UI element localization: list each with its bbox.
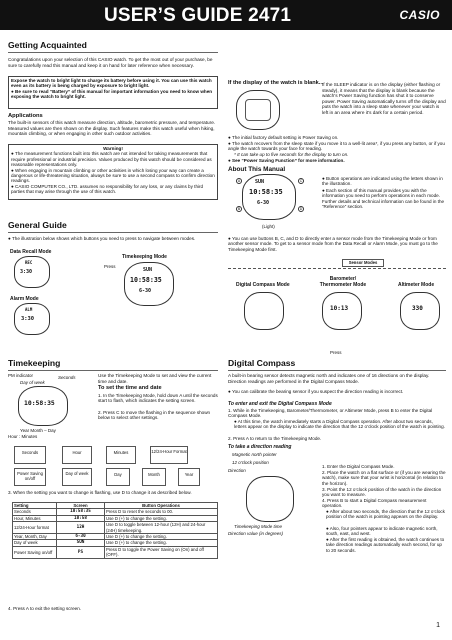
year-month-day-label: Year Month – Day	[20, 428, 56, 433]
sleep-watch-illustration	[236, 90, 280, 130]
press-label: Press	[104, 264, 116, 269]
seq-day: Day	[106, 468, 130, 486]
sensor-bracket	[228, 268, 446, 269]
operation-cell: Use D to toggle between 12-hour (12H) and 24-hour (24H) timekeeping.	[105, 522, 218, 534]
compass-heading: Digital Compass	[228, 358, 296, 368]
compass-intro: A built-in bearing sensor detects magnetic north and indicates one of 16 directions on the display. Direction readings are performed in the Digital Compass Mode.	[228, 373, 430, 384]
press-label: Press	[330, 350, 342, 355]
warning-item: ● CASIO COMPUTER CO., LTD. assumes no responsibility for any loss, or any claims by third parties that may arise through the use of this watch.	[11, 183, 204, 195]
col-screen: Screen	[57, 503, 105, 509]
compass-watch	[244, 292, 284, 330]
divider	[8, 52, 218, 53]
setting-cell: 12/24-Hour format	[13, 522, 57, 534]
date-display: 6-30	[139, 288, 152, 294]
barometer-value: 10:13	[330, 305, 349, 312]
operation-cell: Press D to reset the seconds to 00.	[105, 509, 218, 515]
applications-heading: Applications	[8, 113, 43, 119]
data-recall-label: Data Recall Mode	[10, 249, 52, 255]
altitude-value: 330	[412, 305, 423, 312]
page-number: 1	[436, 622, 440, 629]
step: 1. While in the Timekeeping, Barometer/Thermometer, or Altimeter Mode, press B to enter the Digital Compass Mode.	[228, 408, 433, 419]
general-heading: General Guide	[8, 220, 67, 230]
operation-cell: Use D (+) to change the setting.	[105, 540, 218, 546]
blank-bullet: ● The watch recovers from the sleep state if you move it to a well-lit area*, if you press any button, or if you angle the watch towards your face for reading.	[228, 141, 445, 152]
warning-item: ● When engaging in mountain climbing or other activities in which losing your way can create a dangerous or life-threatening situation, always be sure to use a second compass to confirm direction readings.	[11, 167, 215, 184]
compass-diagram-watch	[246, 476, 294, 522]
screen-cell: 6-30	[57, 534, 105, 540]
seq-power-saving: Power Saving on/off	[14, 468, 46, 486]
timekeeping-intro: Use the Timekeeping Mode to set and view the current time and date.	[98, 373, 212, 384]
alarm-mode-label: Alarm Mode	[10, 296, 39, 302]
step: 3. When the setting you want to change is flashing, use D to change it as described below.	[8, 490, 192, 495]
warning-item: ● The measurement functions built into this watch are not intended for taking measurements that require professional or industrial precision. Values produced by this watch should be considered as reasonable representations only.	[11, 151, 212, 168]
set-time-heading: To set the time and date	[98, 385, 162, 391]
time-display: 10:58:35	[24, 399, 55, 407]
about-bullet: ● Each section of this manual provides you with the information you need to perform operations in each mode. Further details and technical information can be found in the “Reference” section.	[322, 188, 445, 210]
step: 2. Press C to move the flashing in the sequence shown below to select other settings.	[98, 410, 211, 421]
compass-mode-label: Digital Compass Mode	[236, 282, 290, 288]
divider	[228, 370, 446, 371]
enter-exit-heading: To enter and exit the Digital Compass Mode	[228, 401, 332, 407]
direction-reading-heading: To take a direction reading	[228, 444, 292, 450]
alarm-watch	[14, 303, 50, 335]
barometer-mode-label: Barometer/ Thermometer Mode	[319, 276, 367, 288]
step-note: ● At this time, the watch immediately starts a Digital Compass operation. After about two seconds, letters appear on the display to indicate the direction that the 12 o’clock position of the watch is pointing.	[234, 419, 445, 430]
sensor-modes-label: Sensor Modes	[342, 259, 384, 267]
screen-cell: 10:58:35	[57, 509, 105, 515]
alm-display: ALM	[25, 307, 33, 312]
button-d[interactable]: D	[299, 207, 303, 211]
compass-bullet: ● You can calibrate the bearing sensor if you suspect the direction reading is incorrect.	[228, 389, 404, 394]
setting-cell: Hour, Minutes	[13, 515, 57, 521]
screen-cell: SUN	[57, 540, 105, 546]
timekeeping-mode-label: Timekeeping Mode	[122, 254, 167, 260]
brand-logo: CASIO	[399, 8, 440, 22]
col-operations: Button Operations	[105, 503, 218, 509]
table-row	[13, 546, 218, 558]
setting-cell: Year, Month, Day	[13, 534, 57, 540]
step-note: ● After the first reading is obtained, the watch continues to take direction readings automatically each second, for up to 20 seconds.	[326, 537, 445, 553]
settings-table	[12, 502, 218, 559]
button-c[interactable]: C	[299, 179, 303, 183]
operation-cell: Press D to toggle the Power Saving on (On) and off (OFF).	[105, 546, 218, 558]
day-display: SUN	[255, 179, 265, 185]
button-b[interactable]: B	[237, 207, 241, 211]
setting-cell: Power Saving on/off	[13, 546, 57, 558]
sensor-note: ● You can use buttons B, C, and D to directly enter a sensor mode from the Timekeeping Mode or from another sensor mode. To get to a sensor mode from the Data Recall or Alarm Mode, you must go to the Timekeeping Mode first.	[228, 236, 438, 252]
screen-cell: 12H	[57, 522, 105, 534]
step: 1. In the Timekeeping Mode, hold down A until the seconds start to flash, which indicates the setting screen.	[98, 393, 218, 404]
blank-text: If the SLEEP indicator is on the display (either flashing or steady), it means that the display is blank because the watch’s Power Saving function has shut it to conserve power. Power Saving automatically turns off the display and puts the watch into a sleep state whenever your watch is left in an area where it’s dark for a certain period.	[322, 82, 446, 115]
applications-text: The built-in sensors of this watch measure direction, altitude, barometric pressure, and temperature. Measured values are then shown on the display. Such features make this watch useful when hiking, mountain climbing, or when engaging in other such outdoor activities.	[8, 120, 216, 137]
battery-notice-text: ● Be sure to read “Battery” of this manual for important information you need to know when exposing the watch to bright light.	[11, 88, 213, 100]
operation-cell: Use D (+) to change the setting.	[105, 515, 218, 521]
seq-seconds: Seconds	[14, 446, 46, 464]
step: 4. Press B to start a Digital Compass measurement operation.	[322, 498, 427, 509]
setting-cell: Day of week	[13, 540, 57, 546]
blank-note: * It can take up to five seconds for the display to turn on.	[234, 152, 349, 157]
screen-cell: PS	[57, 546, 105, 558]
hour-minutes-label: Hour : Minutes	[8, 434, 38, 439]
step-note: ● Also, four pointers appear to indicate magnetic north, south, east, and west.	[326, 526, 438, 537]
timekeeping-heading: Timekeeping	[8, 358, 61, 368]
time-display: 10:58:35	[130, 276, 162, 284]
seconds-label: Seconds	[58, 375, 76, 380]
rec-display: REC	[25, 260, 33, 265]
altimeter-mode-label: Altimeter Mode	[398, 282, 435, 288]
seq-hour: Hour	[62, 446, 92, 464]
timekeeping-time-label: Timekeeping Mode time	[234, 524, 282, 529]
header-bar	[0, 0, 452, 30]
magnetic-north-label: Magnetic north pointer	[232, 452, 277, 457]
divider	[8, 232, 218, 233]
charge-notice	[8, 76, 218, 109]
step-note: ● After about two seconds, the direction that the 12 o’clock position of the watch is pointing appears on the display.	[326, 509, 445, 520]
page-title: USER’S GUIDE 2471	[104, 5, 292, 26]
step: 3. Point the 12 o’clock position of the watch in the direction you want to measure.	[322, 487, 442, 498]
screen-cell: 10:58	[57, 515, 105, 521]
getting-heading: Getting Acquainted	[8, 40, 87, 50]
watch-illustration	[242, 174, 296, 220]
blank-bullet: ● See “Power Saving Function” for more information.	[228, 158, 345, 163]
general-bullet: ● The illustration below shows which buttons you need to press to navigate between modes.	[8, 236, 196, 241]
blank-display	[245, 99, 271, 121]
step: 2. Place the watch on a flat surface or (if you are wearing the watch), make sure that your wrist is horizontal (in relation to the horizon).	[322, 470, 446, 486]
date-display: 6-30	[257, 200, 270, 206]
timekeeping-diagram-watch	[18, 386, 68, 426]
time-display: 10:58:35	[249, 188, 283, 196]
seq-12-24: 12/24-Hour Format	[150, 446, 188, 464]
seq-month: Month	[142, 468, 166, 486]
seq-minutes: Minutes	[106, 446, 136, 464]
direction-value-label: Direction value (in degrees)	[228, 531, 284, 536]
timekeeping-watch	[124, 262, 174, 306]
step: 2. Press A to return to the Timekeeping Mode.	[228, 436, 322, 441]
button-a[interactable]: A	[237, 179, 241, 183]
data-recall-watch	[14, 256, 50, 288]
seq-day-of-week: Day of week	[62, 468, 92, 486]
getting-intro: Congratulations upon your selection of this CASIO watch. To get the most out of your purchase, be sure to carefully read this manual and keep it on hand for later reference when necessary.	[8, 57, 213, 68]
recall-value: 3:30	[20, 269, 33, 275]
day-display: SUN	[143, 267, 153, 273]
blank-heading: If the display of the watch is blank...	[228, 80, 324, 86]
about-bullet: ● Button operations are indicated using the letters shown in the illustration.	[322, 176, 443, 187]
blank-bullet: ● The initial factory default setting is Power Saving on.	[228, 135, 339, 140]
barometer-watch	[322, 292, 362, 330]
light-label: (Light)	[262, 224, 275, 229]
operation-cell: Use D (+) to change the setting.	[105, 534, 218, 540]
table-row	[13, 522, 218, 534]
charge-notice-text: Expose the watch to bright light to charge its battery before using it. You can use this watch even as its battery is being charged by exposure to bright light.	[11, 78, 212, 89]
step: 1. Enter the Digital Compass Mode.	[322, 464, 395, 469]
day-of-week-label: Day of week	[20, 380, 45, 385]
divider	[8, 370, 218, 371]
altimeter-watch	[400, 292, 440, 330]
warning-box	[8, 144, 218, 200]
pm-label: PM indicator	[8, 373, 34, 378]
about-heading: About This Manual	[228, 166, 286, 173]
alarm-time: 3:30	[21, 316, 34, 322]
setting-cell: Seconds	[13, 509, 57, 515]
direction-label: Direction	[228, 468, 246, 473]
warning-title: Warning!	[103, 146, 123, 151]
step: 4. Press A to exit the setting screen.	[8, 606, 82, 611]
twelve-oclock-label: 12 o’clock position	[232, 460, 269, 465]
col-setting: Setting	[13, 503, 57, 509]
seq-year: Year	[178, 468, 200, 486]
